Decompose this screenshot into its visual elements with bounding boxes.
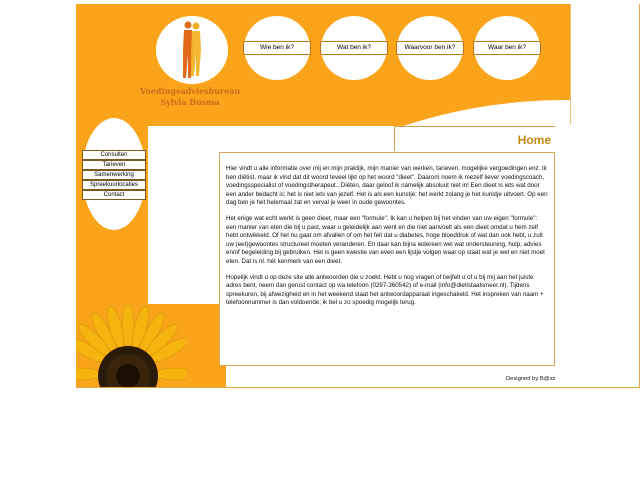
sunflower-image (76, 304, 186, 388)
page-title: Home (517, 133, 551, 147)
content-paragraph-3: Hopelijk vindt u op deze site alle antwoorden die u zoekt. Hebt u nog vragen of twijfelt u of u bij mij aan het juiste adres bent, neem dan gerust contact op via telefoon (0297-360542) of e-mail (info@dietistaalsmeer.nl). Tijdens spreekuren, bij afwezigheid en in het weekend staat het antwoordapparaat ingeschakeld. Het inspreken van naam + telefoonnummer is dan voldoende; ik bel u zo spoedig mogelijk terug. (226, 273, 544, 307)
content-panel (219, 152, 555, 366)
brand-line-2: Sylvia Bosma (160, 97, 220, 107)
nav-wie-ben-ik[interactable]: Wie ben ik? (243, 41, 311, 55)
side-item-tarieven[interactable]: Tarieven (82, 160, 146, 170)
page-frame (76, 4, 640, 388)
divider-line (570, 4, 571, 124)
side-menu (82, 150, 146, 200)
nav-wat-ben-ik[interactable]: Wat ben ik? (320, 41, 388, 55)
nav-waar-ben-ik[interactable]: Waar ben ik? (473, 41, 541, 55)
nav-waarvoor-ben-ik[interactable]: Waarvoor ben ik? (396, 41, 464, 55)
side-item-spreekuurlocaties[interactable]: Spreekuurlocaties (82, 180, 146, 190)
side-item-samenwerking[interactable]: Samenwerking (82, 170, 146, 180)
logo-figures-icon (177, 20, 207, 80)
brand-line-1: Voedingsadviesbureau (140, 86, 241, 96)
brand-name (140, 86, 240, 108)
designer-credit: Designed by B@sz (506, 376, 556, 382)
content-paragraph-2: Het enige wat echt werkt is geen dieet, maar een "formule". Ik kan u helpen bij het vinden van uw eigen "formule": een manier van eten die bij u past, waar u geleidelijk aan went en die niet aanvoelt als een dieet omdat u hem zelf hebt ontwikkeld. Of het nu gaat om afvallen of om het feit dat u diabetes, hoge bloeddruk of wat dan ook hebt, u zult uw (eet)gewoontes structureel moeten veranderen. En daar kan bijna iedereen wel wat ondersteuning, hulp, advies en/of begeleiding bij gebruiken. Het is geen kwestie van even een lijstje volgen waar op staat wat je wel en niet moet eten. Dat is nl. hét kenmerk van een dieet. (226, 214, 545, 265)
side-item-contact[interactable]: Contact (82, 190, 146, 200)
page-title-tab (394, 126, 555, 151)
side-item-consulten[interactable]: Consulten (82, 150, 146, 160)
content-paragraph-1: Hier vindt u alle informatie over mij en mijn praktijk, mijn manier van werken, tarieven, mogelijke vergoedingen enz. Ik ben diëtist, maar ik vind dat dit woord teveel lijkt op het woord "dieet". Daarom noem ik mezelf liever voedingscoach, voedingsspecialist of voedingstherapeut.. Diëten, daar geloof ik namelijk absoluut niet in! Een dieet is iets wat door een ander bedacht is; het is niet iets van jezelf. Het is als een kunstje: het werkt zolang je het kunstje uitvoert. Op een dag ben je het helemaal zat en verval je weer in oude gewoontes. (226, 165, 548, 207)
